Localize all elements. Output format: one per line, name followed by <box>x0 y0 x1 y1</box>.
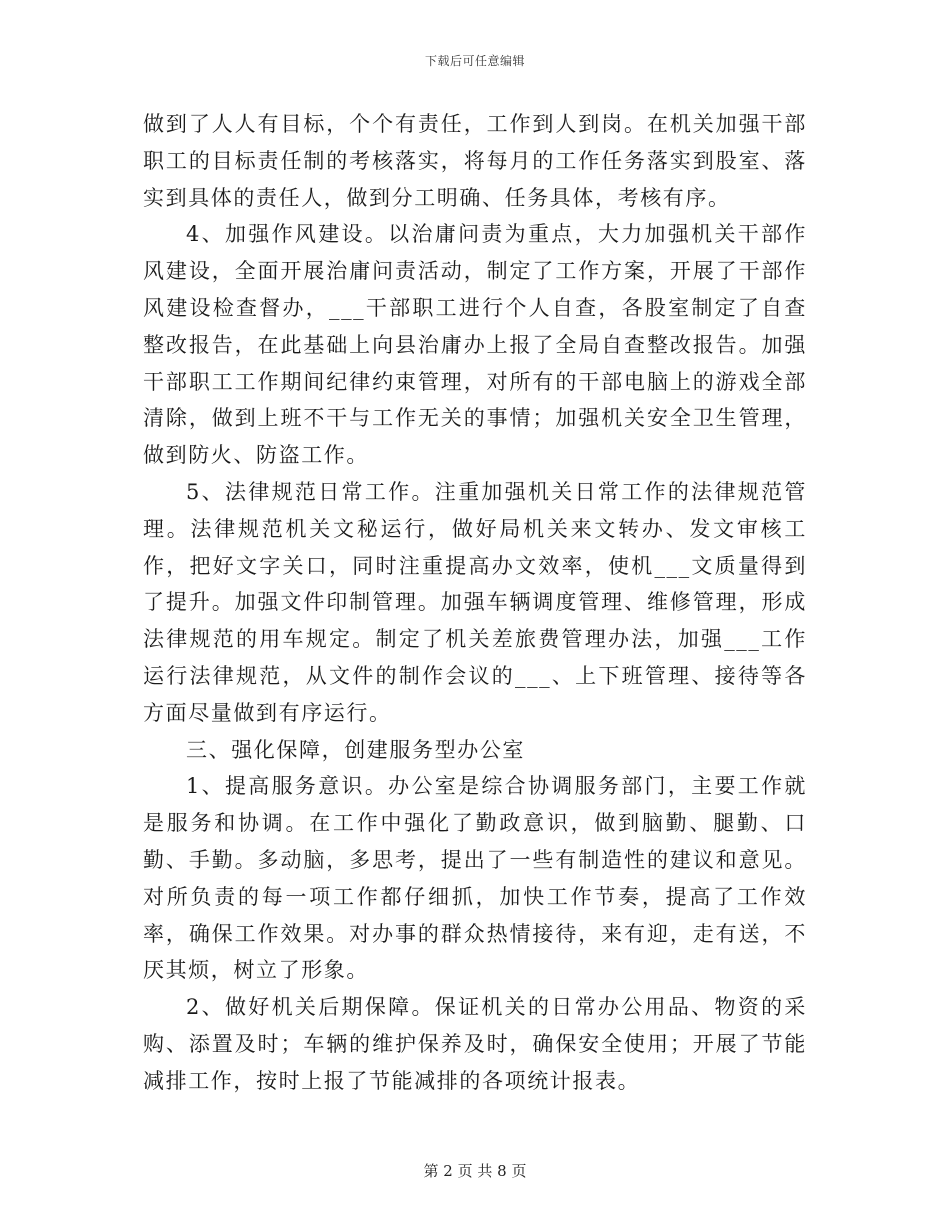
paragraph-logistics: 2、做好机关后期保障。保证机关的日常办公用品、物资的采购、添置及时；车辆的维护保养及时，确保安全使用；开展了节能减排工作，按时上报了节能减排的各项统计报表。 <box>143 995 807 1093</box>
paragraph-service-awareness: 1、提高服务意识。办公室是综合协调服务部门，主要工作就是服务和协调。在工作中强化了勤政意识，做到脑勤、腿勤、口勤、手勤。多动脑，多思考，提出了一些有制造性的建议和意见。对所负责的每一项工作都仔细抓，加快工作节奏，提高了工作效率，确保工作效果。对办事的群众热情接待，来有迎，走有送，不厌其烦，树立了形象。 <box>143 774 807 983</box>
paragraph-legal-norms: 5、法律规范日常工作。注重加强机关日常工作的法律规范管理。法律规范机关文秘运行，做好局机关来文转办、发文审核工作，把好文字关口，同时注重提高办文效率，使机___文质量得到了提升。加强文件印制管理。加强车辆调度管理、维修管理，形成法律规范的用车规定。制定了机关差旅费管理办法，加强___工作运行法律规范，从文件的制作会议的___、上下班管理、接待等各方面尽量做到有序运行。 <box>143 479 807 725</box>
paragraph-work-style: 4、加强作风建设。以治庸问责为重点，大力加强机关干部作风建设，全面开展治庸问责活动，制定了工作方案，开展了干部作风建设检查督办，___干部职工进行个人自查，各股室制定了自查整改报告，在此基础上向县治庸办上报了全局自查整改报告。加强干部职工工作期间纪律约束管理，对所有的干部电脑上的游戏全部清除，做到上班不干与工作无关的事情；加强机关安全卫生管理，做到防火、防盗工作。 <box>143 222 807 468</box>
section-heading-service-office: 三、强化保障，创建服务型办公室 <box>186 737 525 762</box>
paragraph-targets: 做到了人人有目标，个个有责任，工作到人到岗。在机关加强干部职工的目标责任制的考核落实，将每月的工作任务落实到股室、落实到具体的责任人，做到分工明确、任务具体，考核有序。 <box>143 112 807 210</box>
page-number: 第 2 页 共 8 页 <box>423 1162 527 1180</box>
document-body <box>143 106 807 1100</box>
page-header-note: 下载后可任意编辑 <box>424 54 525 68</box>
